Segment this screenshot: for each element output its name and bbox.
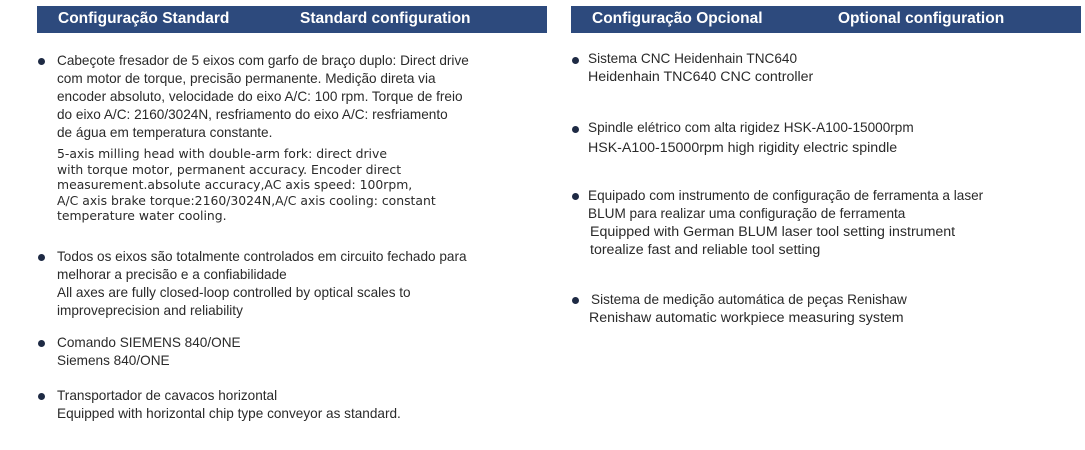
item-text-pt: Sistema CNC Heidenhain TNC640 bbox=[588, 51, 798, 66]
item-text-pt: Todos os eixos são totalmente controlados em circuito fechado para melhorar a precisão e a confiabilidade bbox=[57, 249, 467, 282]
item-text-en: All axes are fully closed-loop controlled by optical scales to improveprecision and reliability bbox=[57, 285, 411, 318]
header-title-pt: Configuração Standard bbox=[58, 10, 230, 27]
item-text-pt: Spindle elétrico com alta rigidez HSK-A100-15000rpm bbox=[588, 120, 914, 135]
optional-configuration-header bbox=[571, 6, 1081, 33]
item-text-en: Equipped with horizontal chip type conveyor as standard. bbox=[57, 406, 401, 421]
item-text-en: Siemens 840/ONE bbox=[57, 353, 170, 368]
item-text-pt: Sistema de medição automática de peças Renishaw bbox=[591, 292, 907, 307]
bullet-icon bbox=[572, 126, 579, 133]
bullet-icon bbox=[38, 254, 45, 261]
header-title-en: Standard configuration bbox=[300, 10, 471, 27]
standard-configuration-header bbox=[37, 6, 547, 33]
item-text-pt: Equipado com instrumento de configuração de ferramenta a laser BLUM para realizar uma configuração de ferramenta bbox=[588, 188, 984, 221]
bullet-icon bbox=[572, 193, 579, 200]
item-text-pt: Cabeçote fresador de 5 eixos com garfo de braço duplo: Direct drive com motor de torque, precisão permanente. Medição direta via encoder absoluto, velocidade do eixo A/C: 100 rpm. Torque de freio do eixo A/C: 2160/3024N, resfriamento do eixo A/C: resfriamento de água em temperatura constante. bbox=[57, 53, 469, 140]
bullet-icon bbox=[572, 57, 579, 64]
item-text-en: Equipped with German BLUM laser tool setting instrument torealize fast and reliable tool setting bbox=[590, 224, 956, 258]
item-text-pt: Comando SIEMENS 840/ONE bbox=[57, 335, 241, 350]
item-text-pt: Transportador de cavacos horizontal bbox=[57, 388, 278, 403]
item-text-en: 5-axis milling head with double-arm fork: direct drive with torque motor, permanent accuracy. Encoder direct measurement.absolute accuracy,AC axis speed: 100rpm, A/C axis brake torque:2160/3024N,A/C axis cooling: constant temperature water cooling. bbox=[57, 146, 436, 223]
item-text-en: Renishaw automatic workpiece measuring system bbox=[589, 310, 904, 326]
optional-configuration-column bbox=[571, 6, 1081, 326]
bullet-icon bbox=[38, 340, 45, 347]
item-text-en: HSK-A100-15000rpm high rigidity electric spindle bbox=[588, 140, 898, 156]
item-text-en: Heidenhain TNC640 CNC controller bbox=[588, 69, 814, 85]
header-title-en: Optional configuration bbox=[838, 10, 1005, 27]
bullet-icon bbox=[38, 393, 45, 400]
bullet-icon bbox=[572, 297, 579, 304]
header-title-pt: Configuração Opcional bbox=[592, 10, 763, 27]
standard-configuration-column bbox=[37, 6, 547, 421]
bullet-icon bbox=[38, 58, 45, 65]
